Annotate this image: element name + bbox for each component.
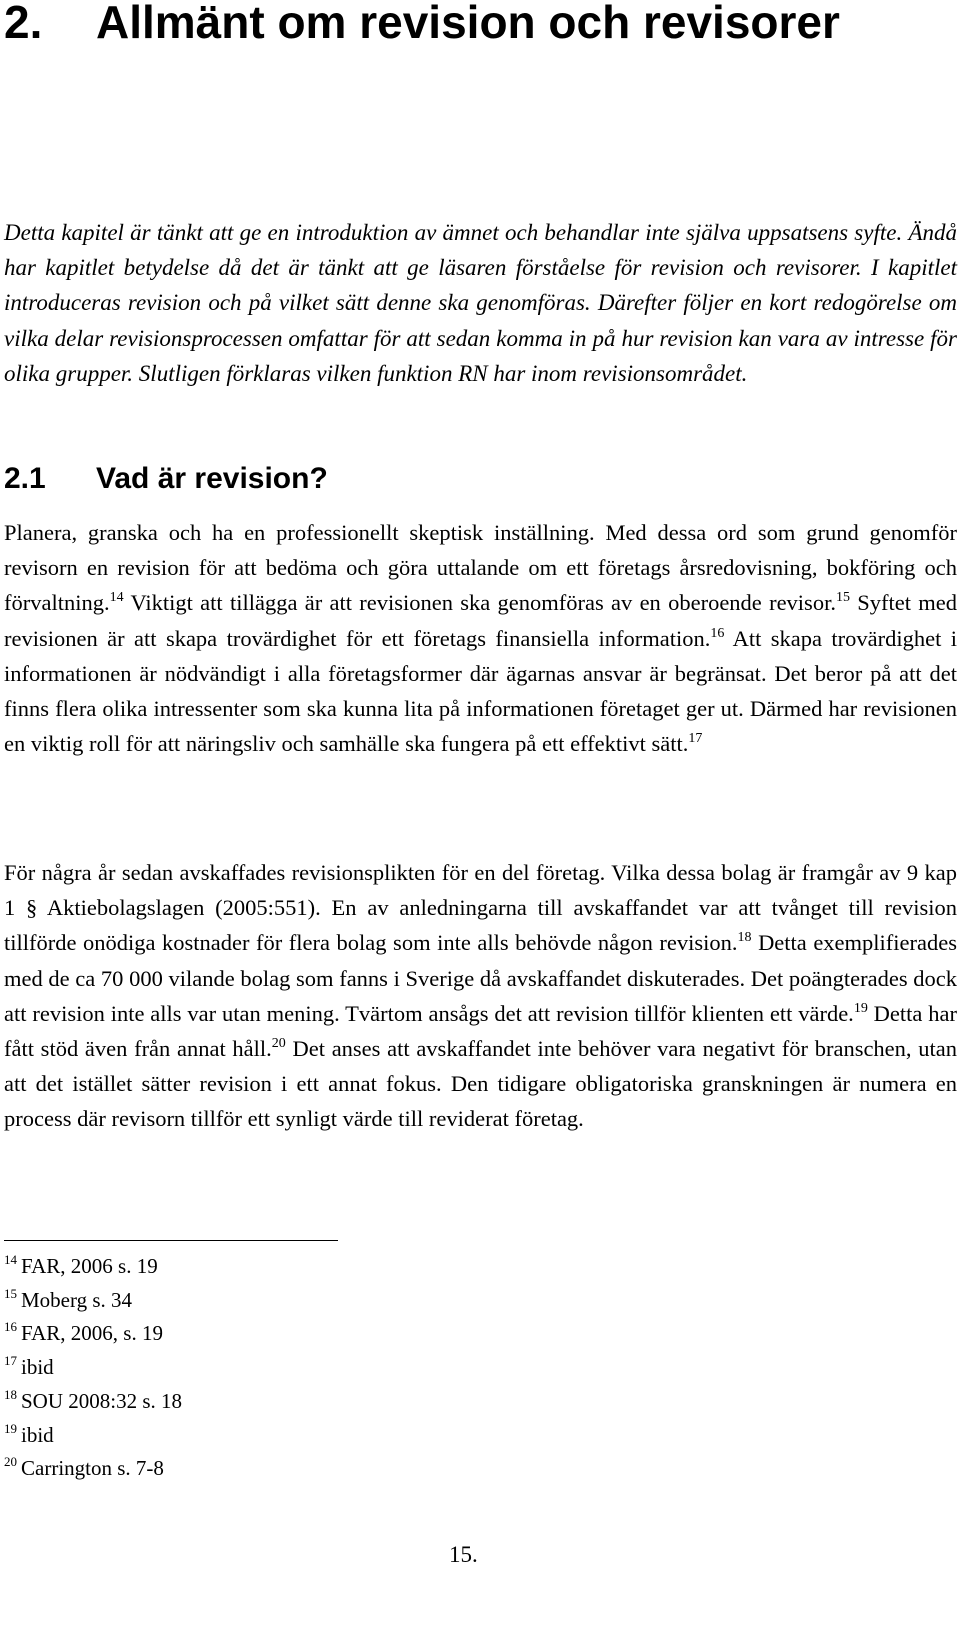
footnote-ref: 17 bbox=[688, 731, 703, 747]
footnote-number: 15 bbox=[4, 1285, 17, 1301]
footnote-number: 19 bbox=[4, 1420, 17, 1436]
footnote-ref: 16 bbox=[710, 625, 725, 641]
footnote-item bbox=[4, 1317, 182, 1351]
footnote-text: ibid bbox=[21, 1422, 54, 1447]
footnote-number: 14 bbox=[4, 1252, 17, 1267]
footnote-text: Carrington s. 7-8 bbox=[21, 1456, 164, 1481]
footnote-item bbox=[4, 1385, 182, 1419]
body-paragraph-2 bbox=[4, 855, 957, 1137]
footnote-list bbox=[4, 1250, 182, 1486]
footnote-text: FAR, 2006 s. 19 bbox=[21, 1254, 158, 1278]
footnote-item bbox=[4, 1284, 182, 1318]
footnote-ref: 18 bbox=[737, 930, 752, 946]
text-run: Att skapa trovärdighet i informationen är nödvändigt i alla företagsformer där ägarnas ansvar är begränsat. Det beror på att det finns flera olika intressenter som ska kunna lita på informationen företaget ger ut. Därmed har revisionen en viktig roll för att näringsliv och samhälle ska fungera på ett effektivt sätt. bbox=[4, 625, 958, 757]
text-run: Detta har fått stöd även från annat håll. bbox=[4, 1000, 957, 1062]
footnote-number: 16 bbox=[4, 1319, 17, 1335]
text-run: Planera, granska och ha en professionellt skeptisk inställning. Med dessa ord som grund genomför revisorn en revision för att bedöma och göra uttalande om ett företags årsredovisning, bokföring och förvaltning. bbox=[4, 520, 957, 616]
footnote-text: FAR, 2006, s. 19 bbox=[21, 1321, 163, 1346]
footnote-separator bbox=[4, 1240, 338, 1241]
footnote-text: Moberg s. 34 bbox=[21, 1287, 133, 1312]
section-number: 2.1 bbox=[4, 462, 46, 495]
chapter-heading bbox=[4, 0, 840, 50]
text-run: Syftet med revisionen är att skapa trovärdighet för ett företags finansiella information. bbox=[4, 590, 958, 651]
footnote-number: 20 bbox=[4, 1454, 17, 1470]
body-paragraph-1 bbox=[4, 515, 957, 761]
footnote-ref: 20 bbox=[271, 1036, 286, 1052]
footnote-ref: 19 bbox=[853, 1000, 868, 1016]
footnote-text: SOU 2008:32 s. 18 bbox=[21, 1388, 183, 1413]
footnote-item bbox=[4, 1351, 182, 1385]
text-run: Detta exemplifierades med de ca 70 000 vilande bolag som fanns i Sverige då avskaffandet diskuterades. Det poängterades dock att revision inte alls var utan mening. Tvärtom ansågs det att revision tillför klienten ett värde. bbox=[4, 930, 957, 1026]
footnote-number: 17 bbox=[4, 1353, 17, 1369]
footnote-text: ibid bbox=[21, 1355, 54, 1380]
chapter-title: Allmänt om revision och revisorer bbox=[96, 0, 840, 48]
text-run: För några år sedan avskaffades revisionsplikten för en del företag. Vilka dessa bolag är framgår av 9 kap 1 § Aktiebolagslagen (2005:551). En av anledningarna till avskaffandet var att tvånget till revision tillförde onödiga kostnader för flera bolag som inte alls behövde någon revision. bbox=[4, 860, 957, 956]
footnote-item bbox=[4, 1452, 182, 1486]
footnote-ref: 14 bbox=[109, 590, 124, 606]
text-run: Viktigt att tillägga är att revisionen ska genomföras av en oberoende revisor. bbox=[123, 590, 836, 616]
footnote-item bbox=[4, 1419, 182, 1453]
footnote-ref: 15 bbox=[835, 590, 850, 606]
intro-paragraph: Detta kapitel är tänkt att ge en introduktion av ämnet och behandlar inte själva uppsatsens syfte. Ändå har kapitlet betydelse då det är tänkt att ge läsaren förståelse för revision och revisorer. I kapitlet introduceras revision och på vilket sätt denne ska genomföras. Därefter följer en kort redogörelse om vilka delar revisionsprocessen omfattar för att sedan komma in på hur revision kan vara av intresse för olika grupper. Slutligen förklaras vilken funktion RN har inom revisionsområdet. bbox=[4, 220, 957, 386]
text-run: Det anses att avskaffandet inte behöver vara negativt för branschen, utan att det istället sätter revision i ett annat fokus. Den tidigare obligatoriska granskningen är numera en process där revisorn tillför ett synligt värde till reviderat företag. bbox=[4, 1036, 957, 1132]
chapter-number: 2. bbox=[4, 0, 43, 48]
section-heading bbox=[4, 459, 328, 499]
footnote-item bbox=[4, 1250, 182, 1284]
page-number: 15. bbox=[449, 1542, 478, 1567]
section-title: Vad är revision? bbox=[96, 462, 328, 495]
footnote-number: 18 bbox=[4, 1386, 17, 1402]
